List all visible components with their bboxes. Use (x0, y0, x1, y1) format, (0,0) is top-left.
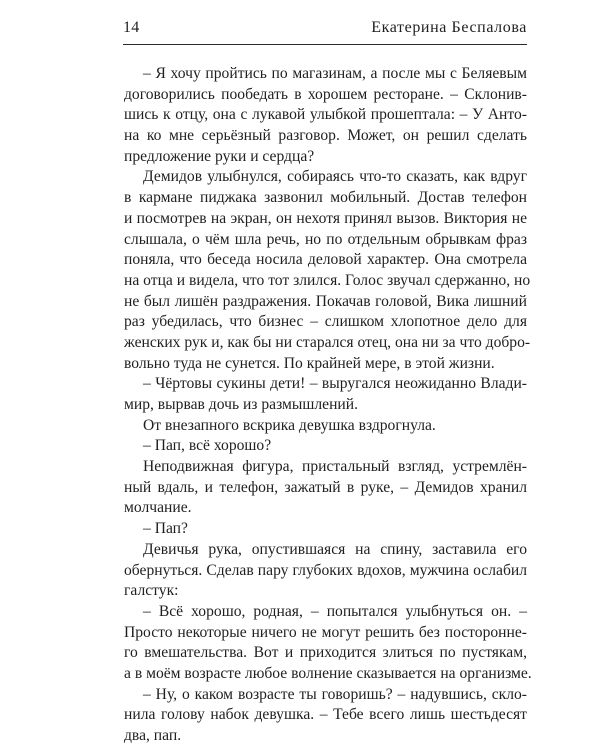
text-line: на ко мне серьёзный разговор. Может, он решил сделать (124, 127, 527, 145)
text-line: – Я хочу пройтись по магазинам, а после мы с Беляевым (143, 65, 527, 82)
text-line: женских рук и, как бы ни старался отец, она ни за что добро- (124, 333, 531, 351)
text-line: молчание. (124, 499, 192, 517)
text-line: поняла, что беседа носила деловой характер. Она смотрела (124, 251, 527, 269)
text-line: – Всё хорошо, родная, – попытался улыбнуться он. – (143, 602, 527, 620)
text-line: галстук: (124, 582, 179, 600)
text-line: мир, вырвав дочь из размышлений. (124, 396, 359, 413)
page-number: 14 (123, 19, 140, 36)
text-line: – Ну, о каком возрасте ты говоришь? – надувшись, скло- (143, 685, 527, 703)
text-line: Девичья рука, опустившаяся на спину, заставила его (143, 540, 527, 558)
text-line: го вмешательства. Вот и приходится злиться по пустякам, (124, 644, 527, 662)
text-line: на отца и видела, что тот злился. Голос звучал сдержанно, но (124, 271, 531, 289)
text-line: нила голову набок девушка. – Тебе всего лишь шестьдесят (124, 706, 527, 724)
text-line: шись к отцу, она с лукавой улыбкой прошептала: – У Анто- (124, 106, 527, 124)
text-line: слышала, о чём шла речь, но по отдельным обрывкам фраз (124, 230, 527, 248)
text-line: договорились пообедать в хорошем ресторане. – Склонив- (124, 85, 527, 103)
text-line: – Пап, всё хорошо? (143, 437, 272, 455)
text-line: вольно туда не сунется. По крайней мере, в этой жизни. (124, 354, 495, 372)
text-line: От внезапного вскрика девушка вздрогнула. (143, 416, 436, 434)
body-text (124, 64, 532, 747)
text-line: предложение руки и сердца? (124, 147, 315, 165)
text-line: и посмотрев на экран, он нехотя принял вызов. Виктория не (124, 209, 527, 227)
running-title: Екатерина Беспалова (371, 19, 527, 36)
text-line: – Чёртовы сукины дети! – выругался неожиданно Влади- (143, 375, 527, 393)
text-line: Демидов улыбнулся, собираясь что-то сказать, как вдруг (143, 168, 527, 186)
page-header (123, 18, 527, 45)
text-line: Просто некоторые ничего не могут решить без посторонне- (124, 623, 527, 641)
text-line: два, пап. (124, 727, 182, 744)
text-line: ный вдаль, и телефон, зажатый в руке, – Демидов хранил (124, 478, 527, 496)
text-line: а в моём возрасте любое волнение сказывается на организме. (124, 664, 532, 682)
text-line: в кармане пиджака зазвонил мобильный. Достав телефон (124, 189, 527, 207)
text-line: раз убедилась, что бизнес – слишком хлопотное дело для (124, 313, 527, 331)
text-line: Неподвижная фигура, пристальный взгляд, устремлён- (143, 458, 527, 476)
text-line: не был лишён раздражения. Покачав головой, Вика лишний (124, 292, 527, 310)
text-line: – Пап? (143, 520, 188, 538)
text-line: обернуться. Сделав пару глубоких вдохов, мужчина ослабил (124, 561, 527, 579)
